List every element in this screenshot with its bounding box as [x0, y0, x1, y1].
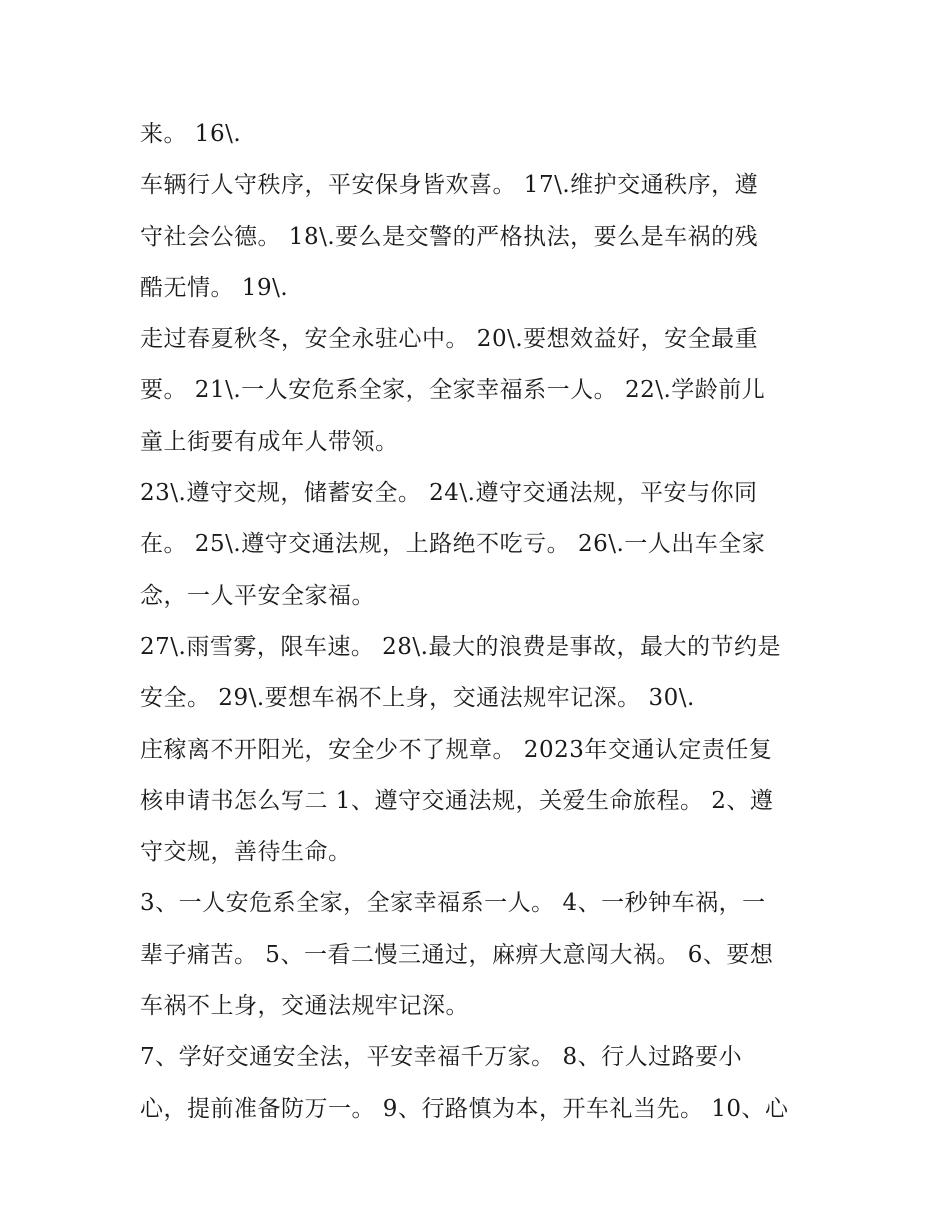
text-line-13: 庄稼离不开阳光，安全少不了规章。 2023年交通认定责任复 [140, 736, 773, 763]
text-line-6: 要。 21\.一人安危系全家，全家幸福系一人。 22\.学龄前儿 [140, 377, 766, 404]
text-line-7: 童上街要有成年人带领。 [140, 428, 399, 455]
text-line-16: 3、一人安危系全家，全家幸福系一人。 4、一秒钟车祸，一 [140, 890, 766, 917]
text-line-3: 守社会公德。 18\.要么是交警的严格执法，要么是车祸的残 [140, 223, 759, 250]
text-line-5: 走过春夏秋冬，安全永驻心中。 20\.要想效益好，安全最重 [140, 326, 759, 353]
text-line-10: 念，一人平安全家福。 [140, 582, 375, 609]
text-line-4: 酷无情。 19\. [140, 274, 289, 301]
text-line-1: 来。 16\. [140, 121, 242, 147]
text-line-17: 辈子痛苦。 5、一看二慢三通过，麻痹大意闯大祸。 6、要想 [140, 941, 774, 968]
text-line-14: 核申请书怎么写二 1、遵守交通法规，关爱生命旅程。 2、遵 [140, 787, 774, 814]
text-line-18: 车祸不上身，交通法规牢记深。 [140, 993, 469, 1020]
text-line-2: 车辆行人守秩序，平安保身皆欢喜。 17\.维护交通秩序，遵 [140, 172, 759, 199]
text-line-20: 心，提前准备防万一。 9、行路慎为本，开车礼当先。 10、心 [140, 1095, 789, 1122]
text-line-19: 7、学好交通安全法，平安幸福千万家。 8、行人过路要小 [140, 1044, 743, 1071]
text-line-11: 27\.雨雪雾，限车速。 28\.最大的浪费是事故，最大的节约是 [140, 633, 781, 660]
text-line-15: 守交规，善待生命。 [140, 839, 352, 866]
text-line-12: 安全。 29\.要想车祸不上身，交通法规牢记深。 30\. [140, 685, 695, 712]
text-line-9: 在。 25\.遵守交通法规，上路绝不吃亏。 26\.一人出车全家 [140, 531, 766, 558]
text-line-8: 23\.遵守交规，储蓄安全。 24\.遵守交通法规，平安与你同 [140, 480, 758, 507]
document-body [140, 109, 840, 1135]
